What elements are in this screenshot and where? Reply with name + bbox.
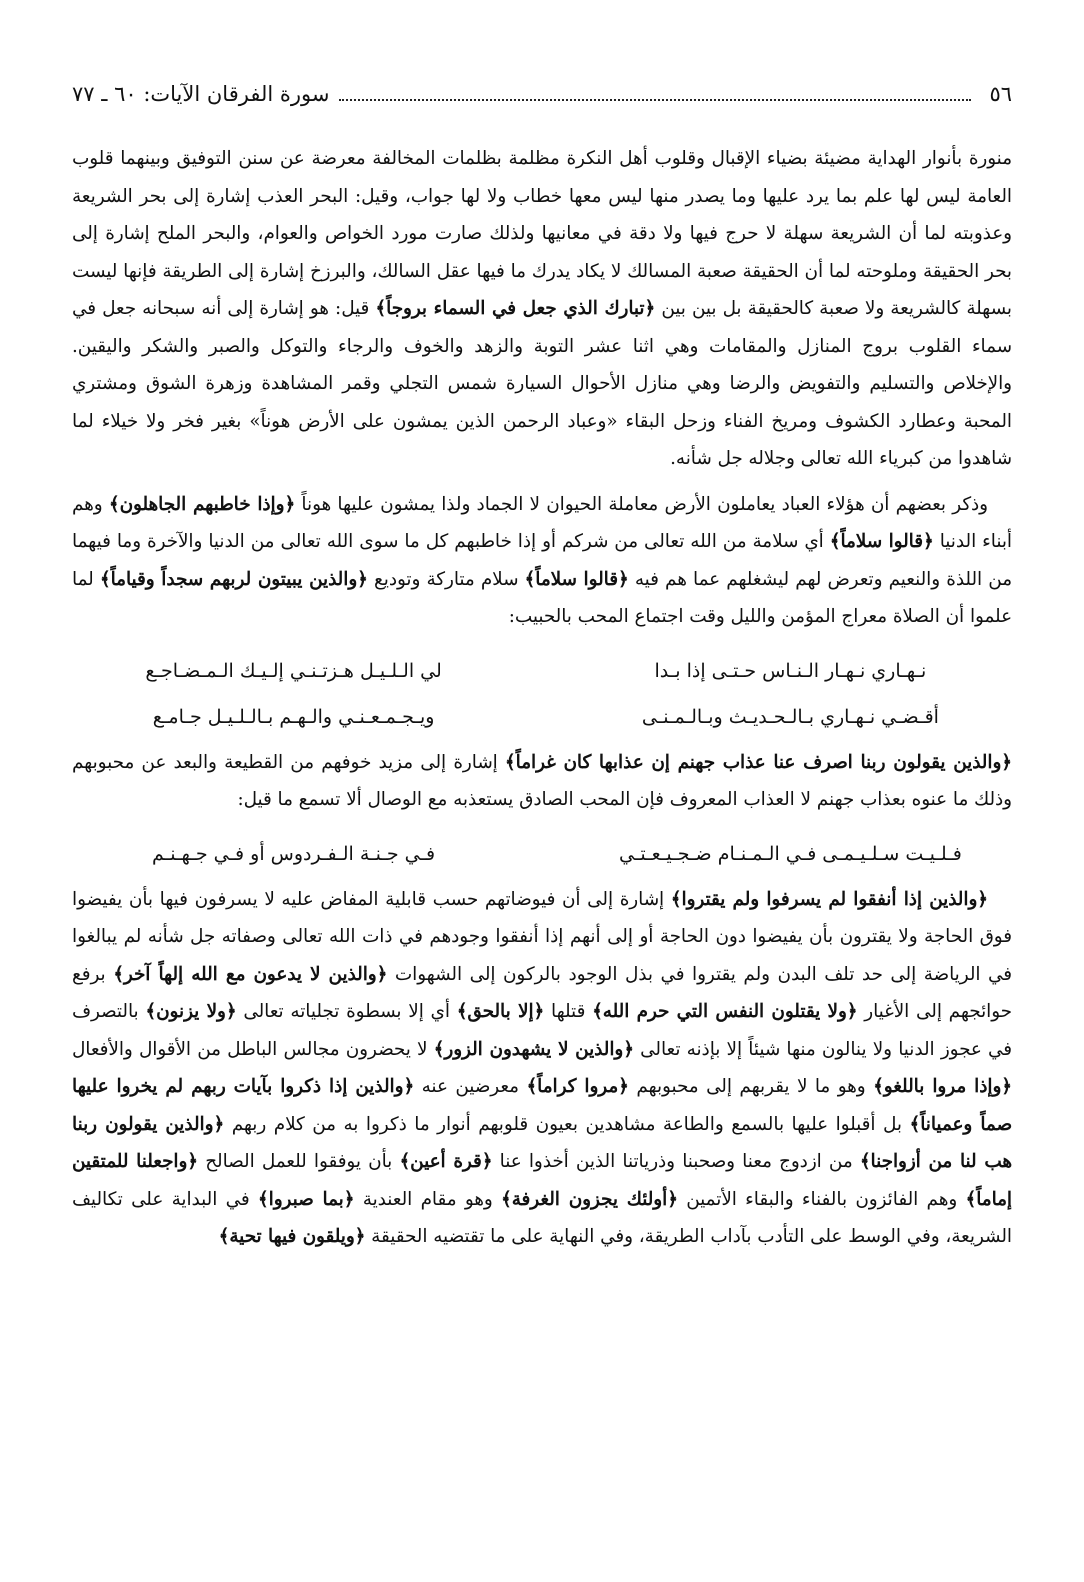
text-run: إشارة إلى أن فيوضاتهم حسب قابلية المفاض عليه لا يسرفون فيها بأن يفيضوا فوق الحاجة ولا يقترون بأن يفيضوا دون الحاجة أو إلى أنهم إذا أنفقوا وجودهم في ذات الله تعالى وصفاته جل شأنه لم يبالغوا في الرياضة إلى حد تلف البدن ولم يقتروا في بذل الوجود بالركون إلى الشهوات — [72, 888, 1013, 985]
page-number: ٥٦ — [989, 82, 1012, 106]
verse-second-half: فـي جـنـة الـفـردوس أو فـي جـهـنـم — [152, 842, 436, 865]
quran-quote: ﴿والذين إذا أنفقوا لم يسرفوا ولم يقتروا﴾ — [670, 888, 988, 910]
quran-quote: ﴿قرة أعين﴾ — [399, 1151, 493, 1172]
text-run: أي سلامة من الله تعالى من شركم أو إذا خاطبهم كل ما سوى الله تعالى من الدنيا والآخرة وما فيهما من اللذة والنعيم وتعرض لهم ليشغلهم عما هم فيه — [72, 531, 1012, 590]
text-run: منورة بأنوار الهداية مضيئة بضياء الإقبال وقلوب أهل النكرة مظلمة بظلمات المخالفة معرضة عن سنن التوفيق وبينهما قلوب العامة ليس لها علم بما يرد عليها وما يصدر منها ليس معها خطاب ولا لها جواب، وقيل: البحر العذب إشارة إلى بحر الشريعة وعذوبته لما أن الشريعة سهلة لا حرج فيها ولا دقة في معانيها ولذلك صارت مورد الخواص والعوام، والبحر الملح إشارة إلى بحر الحقيقة وملوحته لما أن الحقيقة صعبة المسالك لا يكاد يدرك ما فيها عقل السالك، والبرزخ إشارة إلى الطريقة فإنها ليست بسهلة كالشريعة ولا صعبة كالحقيقة بل بين بين — [72, 148, 1012, 319]
quran-quote: ﴿والذين لا يدعون مع الله إلهاً آخر﴾ — [113, 963, 388, 985]
poem-verse — [72, 831, 1012, 877]
text-run: وهم أبناء الدنيا — [72, 493, 1012, 552]
quran-quote: ﴿قالوا سلاماً﴾ — [524, 568, 629, 590]
text-run: وهو ما لا يقربهم إلى محبوبهم — [628, 1076, 874, 1097]
text-run: وذكر بعضهم أن هؤلاء العباد يعاملون الأرض معاملة الحيوان لا الجماد ولذا يمشون عليها هوناً — [295, 493, 988, 515]
quran-quote: ﴿والذين يقولون ربنا هب لنا من أزواجنا﴾ — [72, 1113, 1012, 1172]
paragraph-2 — [72, 486, 1012, 636]
quran-quote: ﴿وإذا مروا باللغو﴾ — [873, 1076, 1012, 1097]
text-run: برفع حوائجهم إلى الأغيار — [72, 963, 1012, 1022]
text-run: من ازدوج معنا وصحبنا وذرياتنا الذين أخذوا عنا — [492, 1151, 860, 1172]
quran-quote: ﴿بما صبروا﴾ — [257, 1188, 355, 1210]
quran-quote: ﴿ولا يقتلون النفس التي حرم الله﴾ — [592, 1001, 858, 1022]
verse-first-half: أقـضـي نـهـاري بـالـحـديـث وبـالـمـنـى — [641, 705, 939, 728]
quran-quote: ﴿وإذا خاطبهم الجاهلون﴾ — [108, 493, 296, 515]
text-run: في البداية على تكاليف الشريعة، وفي الوسط على التأدب بآداب الطريقة، وفي النهاية على ما تقتضيه الحقيقة — [72, 1188, 1012, 1247]
quran-quote: ﴿واجعلنا للمتقين إماماً﴾ — [72, 1151, 1013, 1210]
poem-2 — [72, 831, 1012, 877]
verse-first-half: فـلـيـت سـلـيـمـى فـي الـمـنـام ضـجـيـعـتـي — [618, 842, 962, 865]
header-dotted-leader — [339, 99, 971, 101]
text-run: معرضين عنه — [414, 1076, 527, 1097]
paragraph-3 — [72, 744, 1012, 819]
text-run: سلام متاركة وتوديع — [367, 568, 525, 590]
quran-quote: ﴿والذين يقولون ربنا اصرف عنا عذاب جهنم إن عذابها كان غراماً﴾ — [504, 751, 1012, 773]
text-run: إشارة إلى مزيد خوفهم من القطيعة والبعد عن محبوبهم وذلك ما عنوه بعذاب جهنم لا العذاب المعروف فإن المحب الصادق يستعذبه مع الوصال ألا تسمع ما قيل: — [72, 751, 1012, 810]
quran-quote: ﴿مروا كراماً﴾ — [526, 1076, 629, 1097]
poem-verse — [72, 694, 1012, 740]
quran-quote: ﴿تبارك الذي جعل في السماء بروجاً﴾ — [375, 298, 656, 319]
quran-quote: ﴿والذين يبيتون لربهم سجداً وقياماً﴾ — [99, 568, 368, 590]
text-run: بأن يوفقوا للعمل الصالح — [198, 1151, 400, 1172]
quran-quote: ﴿إلا بالحق﴾ — [456, 1001, 545, 1022]
paragraph-1 — [72, 140, 1012, 478]
running-title: سورة الفرقان الآيات: ٦٠ ـ ٧٧ — [72, 82, 330, 106]
quran-quote: ﴿ولا يزنون﴾ — [145, 1001, 237, 1022]
text-run: قتلها — [544, 1001, 593, 1022]
verse-second-half: ويـجـمـعـنـي والـهـم بـالـلـيـل جـامـع — [152, 705, 435, 728]
quran-quote: ﴿قالوا سلاماً﴾ — [829, 531, 934, 552]
running-header — [72, 82, 1012, 107]
quran-quote: ﴿والذين لا يشهدون الزور﴾ — [433, 1038, 634, 1060]
quran-quote: ﴿أولئك يجزون الغرفة﴾ — [501, 1188, 678, 1210]
text-run: بالتصرف في عجوز الدنيا ولا ينالون منها شيئاً إلا بإذنه تعالى — [72, 1001, 1013, 1060]
quran-quote: ﴿ويلقون فيها تحية﴾ — [218, 1226, 366, 1247]
text-run: قيل: هو إشارة إلى أنه سبحانه جعل في سماء القلوب بروج المنازل والمقامات وهي اثنا عشر التوبة والزهد والخوف والرجاء والتوكل والصبر والشكر واليقين. والإخلاص والتسليم والتفويض والرضا وهي منازل الأحوال السيارة شمس التجلي وقمر المشاهدة وزهرة الشوق ومشتري المحبة وعطارد الكشوف ومريخ الفناء وزحل البقاء «وعباد الرحمن الذين يمشون على الأرض هوناً» بغير فخر ولا خيلاء لما شاهدوا من كبرياء الله تعالى وجلاله جل شأنه. — [72, 298, 1012, 469]
text-run: أي إلا بسطوة تجلياته تعالى — [236, 1001, 457, 1022]
page-body — [72, 140, 1012, 1256]
poem-verse — [72, 648, 1012, 694]
text-run: لما علموا أن الصلاة معراج المؤمن والليل وقت اجتماع المحب بالحبيب: — [72, 568, 1012, 627]
text-run: بل أقبلوا عليها بالسمع والطاعة مشاهدين بعيون قلوبهم أنوار ما ذكروا به من كلام ربهم — [224, 1113, 910, 1135]
verse-second-half: لي الـلـيـل هـزتـنـي إلـيـك الـمـضـاجـع — [145, 659, 442, 682]
verse-first-half: نـهـاري نـهـار الـنـاس حـتـى إذا بـدا — [654, 659, 927, 682]
text-run: وهم الفائزون بالفناء والبقاء الأتمين — [677, 1188, 966, 1210]
text-run: وهو مقام العندية — [354, 1188, 502, 1210]
quran-quote: ﴿والذين إذا ذكروا بآيات ربهم لم يخروا عليها صماً وعمياناً﴾ — [72, 1076, 1012, 1135]
poem-1 — [72, 648, 1012, 740]
paragraph-4 — [72, 881, 1012, 1256]
text-run: لا يحضرون مجالس الباطل من الأقوال والأفعال — [72, 1038, 434, 1060]
